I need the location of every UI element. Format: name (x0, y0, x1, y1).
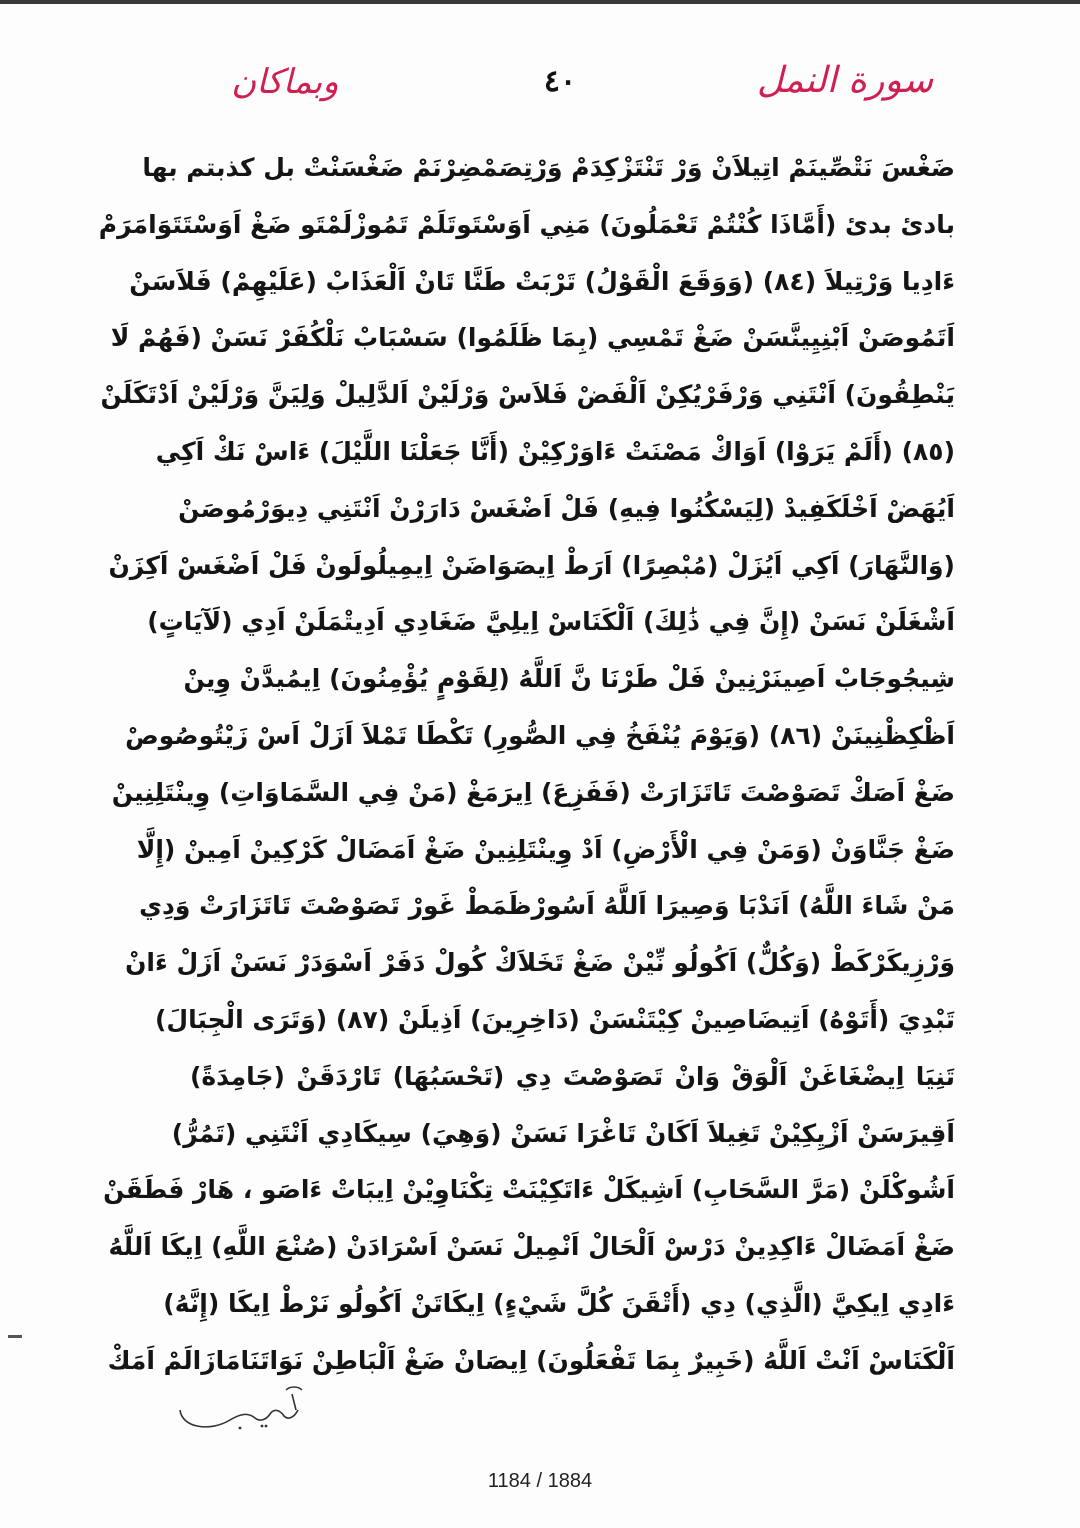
handwritten-signature (170, 1380, 320, 1440)
text-line: اَظْكِظْنِينَنْ (٨٦) (وَيَوْمَ يُنْفَخُ فِي الصُّورِ) تَكْطَا تَمْلاَ اَزَلْ اَسْ زَيْتُوصُوصْ (125, 720, 955, 750)
header-left-annotation: وبماكان (231, 62, 339, 102)
page-number: ٤٠ (543, 64, 577, 99)
text-line: (٨٥) (أَلَمْ يَرَوْا) اَوَاكْ مَصْنَتْ ءَاوَرْكِيْنْ (أَنَّا جَعَلْنَا اللَّيْلَ) ءَاسْ نَكْ اَكِي (155, 436, 955, 466)
text-line: يَنْطِقُونَ) اَنْتَنِي وَرْفَرْيُكِنْ اَلْفَضْ فَلاَسْ وَرْلَيْنْ اَلدَّلِيلْ وَلِيَنَّ وَرْلَيْنْ اَدْتَكَلَنْ (100, 380, 955, 410)
text-line: اَشُوكْلَنْ (مَرَّ السَّحَابِ) اَشِيكَلْ ءَاتَكِيْنَتْ تِكْنَاوِيْنْ اِيبَاتْ ءَاصَو ، هَارْ فَطَقَنْ (103, 1175, 955, 1205)
text-line: ضَغْسَ نَتْصِّينَمْ اتِيلاَنْ وَرْ تَنْتَزْكِدَمْ وَرْتِصَمْضِرْنَمْ ضَغْسَنْتْ بل كذبتم بها (142, 153, 955, 182)
text-line: تَنِيَا اِيضْغَاغَنْ اَلْوَقْ وَانْ تَصَوْصْتَ دِي (تَحْسَبُهَا) تَارْدَقَنْ (جَامِدَةً) (190, 1061, 955, 1091)
text-line: وَرْزِيكَرْكَطْ (وَكُلٌّ) اَكُولُو نِّيْنْ ضَغْ تَخَلاَكْ كُولْ دَفَرْ اَسْوَدَرْ نَسَنْ اَزَلْ ءَانْ (125, 948, 955, 978)
text-line: ضَغْ اَصَكْ تَصَوْصْتَ تَاتَزَارَتْ (فَفَزِعَ) اِيرَمَغْ (مَنْ فِي السَّمَاوَاتِ) وِينْتَلِنِينْ (111, 777, 955, 807)
text-line: شِيجُوجَابْ اَصِينَرْنِينْ فَلْ طَرْنَا نَّ اَللَّهُ (لِقَوْمٍ يُؤْمِنُونَ) اِيمُيدَّنْ وِينْ (183, 664, 955, 694)
top-border (0, 0, 1080, 4)
text-line: اَيُهَضْ اَخْلَكَفِيدْ (لِيَسْكُنُوا فِيهِ) فَلْ اَضْغَسْ دَارَرْنْ اَنْتَنِي دِيوَرْمُوصَنْ (178, 493, 955, 523)
page-counter: 1184 / 1884 (487, 1470, 593, 1492)
text-line: ضَغْ جَنَّاوَنْ (وَمَنْ فِي الْأَرْضِ) اَدْ وِينْتَلِنِينْ ضَغْ اَمَضَالْ كَرْكِينْ اَمِينْ (إِلَّا (136, 834, 955, 864)
text-line: (وَالنَّهَارَ) اَكِي اَيُزَلْ (مُبْصِرًا) اَرَطْ اِيصَوَاضَنْ اِيمِيلُولَونْ فَلْ اَضْغَسْ اَكِزَنْ (108, 550, 955, 580)
text-line: ءَادِي اِيكِيَّ (الَّذِي) دِي (أَتْقَنَ كُلَّ شَيْءٍ) اِيكَاتَنْ اَكُولُو نَرْطْ اِيكَا (إِنَّهُ) (163, 1288, 955, 1318)
text-line: بادئ بدئ (أَمَّاذَا كُنْتُمْ تَعْمَلُونَ) مَنِي اَوَسْتَوتَلَمْ تَمُوزْلَمْتَو ضَغْ اَوَسْتَتَوَامَرَمْ (98, 209, 955, 239)
text-line: اَتَمُوصَنْ اَبْنِيِينَّسَنْ ضَغْ تَمْسِي (بِمَا ظَلَمُوا) سَسْبَابْ نَلْكُفَرْ نَسَنْ (فَهُمْ لَا (110, 323, 955, 353)
body-text (98, 140, 955, 1390)
header-right-annotation: سورة النمل (756, 60, 934, 101)
margin-mark (8, 1335, 22, 1338)
text-line: تَبْدِيَ (أَتَوْهُ) اَتِيضَاصِينْ كِيْتَنْسَنْ (دَاخِرِينَ) اَذِيلَنْ (٨٧) (وَتَرَى الْجِبَالَ) (154, 1004, 955, 1034)
signature-graphic (170, 1380, 320, 1440)
text-line: اَقِيرَسَنْ اَزْيِكِيْنْ تَغِيلاَ اَكَانْ تَاغْرَا نَسَنْ (وَهِيَ) سِيكَادِي اَنْتَنِي (تَمُرُّ) (171, 1118, 955, 1148)
text-line: ءَادِيا وَرْتِيلاَ (٨٤) (وَوَقَعَ الْقَوْلُ) تَرْبَتْ طَنَّا تَانْ اَلْعَذَابْ (عَلَيْهِمْ) فَلاَسَنْ (129, 266, 955, 296)
text-line: اَشْغَلَنْ نَسَنْ (إِنَّ فِي ذَٰلِكَ) اَلْكَنَاسْ اِيلِيَّ ضَغَادِي اَدِيتْمَلَنْ اَدِي (لَآيَاتٍ) (147, 607, 955, 637)
text-line: مَنْ شَاءَ اللَّهُ) اَنَدْبَا وَصِيرَا اَللَّهُ اَسُورْظَمَطْ غَورْ تَصَوْصْتَ تَاتَزَارَتْ وَدِي (139, 891, 955, 921)
text-line: اَلْكَنَاسْ اَنْتْ اَللَّهُ (خَبِيرٌ بِمَا تَفْعَلُونَ) اِيصَانْ ضَغْ اَلْبَاطِنْ نَوَاتَنَامَازَالَمْ اَمَكْ (107, 1345, 955, 1375)
text-line: ضَغْ اَمَضَالْ ءَاكِدِينْ دَرْسْ اَلْحَالْ اَنْمِيلْ نَسَنْ اَسْرَادَنْ (صُنْعَ اللَّهِ) اِيكَا اَللَّهُ (108, 1232, 955, 1262)
